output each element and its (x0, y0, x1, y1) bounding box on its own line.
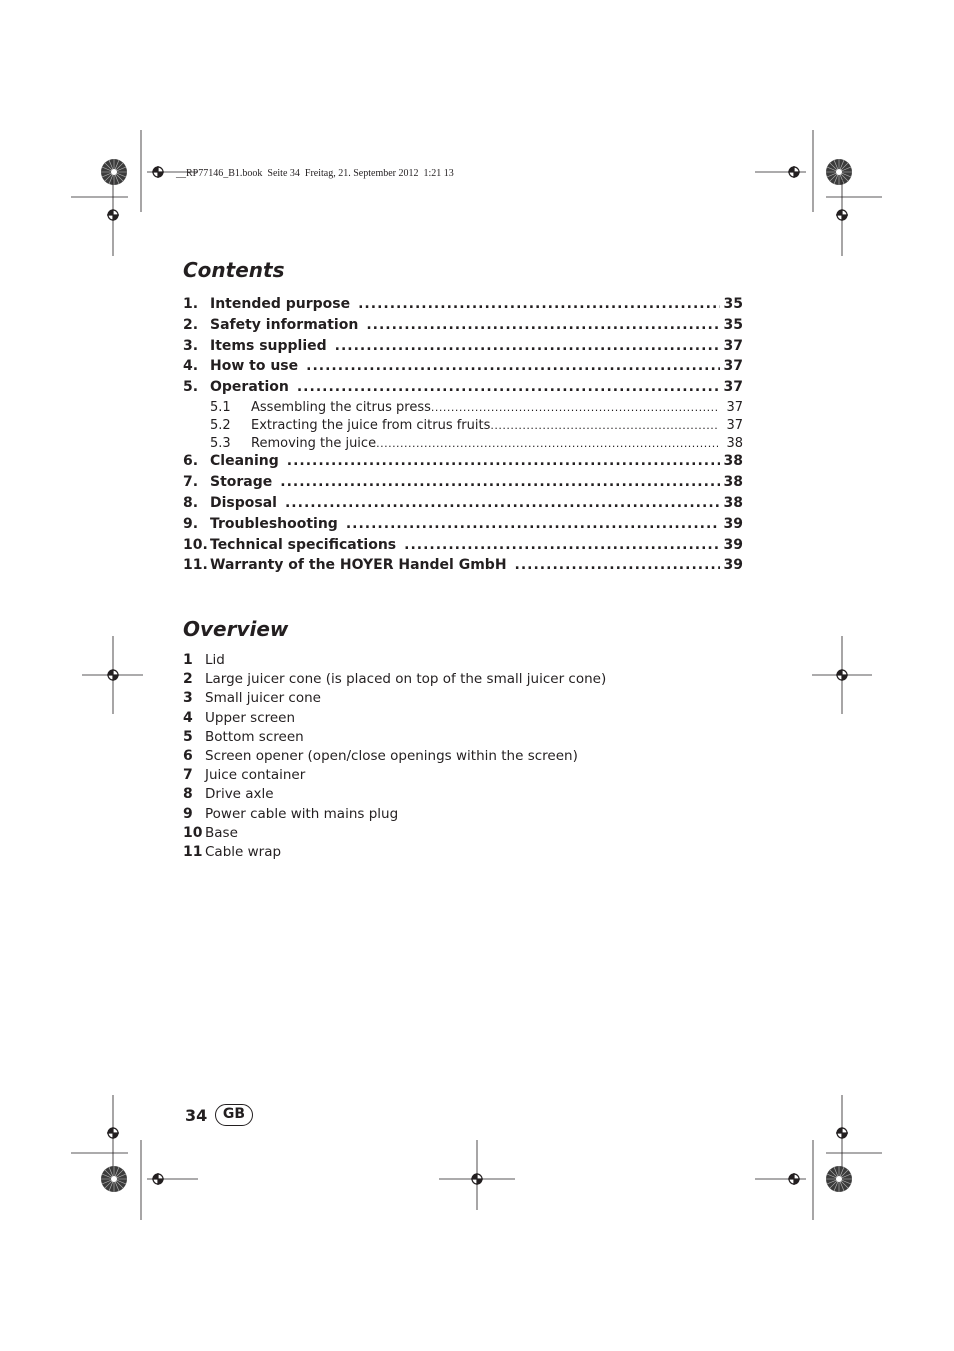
toc-entry-title: Cleaning (210, 453, 279, 470)
item-number: 5 (183, 728, 193, 745)
toc-entry-title: Troubleshooting (210, 515, 338, 532)
toc-entry-title: Intended purpose (210, 296, 351, 312)
toc-entry-number: 1. (183, 296, 199, 312)
toc-entry-number: 10. (183, 536, 208, 553)
item-text: Upper screen (205, 709, 296, 726)
item-text: Base (205, 824, 238, 841)
toc-entry (183, 296, 743, 317)
toc-leader-dots (346, 516, 720, 532)
toc-leader-dots (431, 401, 719, 414)
toc-leader-dots (285, 495, 720, 511)
toc-subentry-number: 5.2 (210, 417, 231, 433)
item-text: Lid (205, 652, 225, 668)
toc-entry-number: 7. (183, 474, 199, 491)
toc-entry-title: Disposal (210, 494, 277, 511)
contents-heading: Contents (183, 258, 285, 282)
toc-entry-page: 39 (723, 557, 743, 574)
toc-subentry-page: 37 (726, 417, 743, 433)
toc-leader-dots (306, 358, 719, 374)
item-text: Small juicer cone (205, 690, 321, 707)
item-number: 10 (183, 824, 203, 841)
toc-entry (183, 516, 743, 537)
list-item (183, 710, 606, 729)
toc-entry (183, 537, 743, 558)
item-text: Screen opener (open/close openings within the screen) (205, 747, 578, 764)
toc-subentry-title: Removing the juice (251, 435, 377, 451)
toc-leader-dots (335, 338, 720, 354)
item-number: 1 (183, 652, 193, 668)
list-item (183, 844, 606, 863)
toc-leader-dots (490, 419, 718, 432)
toc-entry (183, 557, 743, 578)
list-item (183, 652, 606, 671)
toc-entry-title: Safety information (210, 316, 359, 333)
list-item (183, 767, 606, 786)
list-item (183, 786, 606, 805)
toc-entry-page: 39 (723, 536, 743, 553)
toc-entry-number: 9. (183, 515, 199, 532)
toc-entry (183, 474, 743, 495)
page-number: 34 (185, 1106, 208, 1125)
item-number: 3 (183, 690, 193, 707)
toc-entry-page: 35 (723, 296, 743, 312)
item-number: 2 (183, 671, 193, 688)
toc-entry (183, 317, 743, 338)
toc-entry-number: 3. (183, 337, 199, 354)
list-item (183, 825, 606, 844)
toc-leader-dots (404, 537, 719, 553)
item-text: Bottom screen (205, 728, 304, 745)
toc-entry-number: 2. (183, 316, 199, 333)
toc-leader-dots (297, 379, 720, 395)
overview-list (183, 652, 606, 863)
toc-entry (183, 338, 743, 359)
item-text: Cable wrap (205, 843, 282, 860)
toc-entry-title: Technical specifications (210, 536, 397, 553)
item-text: Power cable with mains plug (205, 805, 399, 822)
language-badge: GB (215, 1104, 253, 1126)
toc-subentry-number: 5.1 (210, 399, 231, 415)
toc-entry-page: 37 (723, 358, 743, 375)
toc-leader-dots (515, 557, 720, 573)
toc-entry-title: Items supplied (210, 337, 327, 354)
item-number: 7 (183, 767, 193, 784)
toc-subentry-number: 5.3 (210, 435, 231, 451)
toc-leader-dots (376, 437, 718, 450)
item-number: 8 (183, 786, 193, 803)
list-item (183, 729, 606, 748)
toc-entry-number: 11. (183, 557, 208, 574)
toc-subentry-title: Assembling the citrus press (251, 399, 431, 415)
list-item (183, 690, 606, 709)
item-number: 9 (183, 805, 193, 822)
toc-subentry (183, 400, 743, 418)
toc-entry-number: 6. (183, 453, 199, 470)
toc-entry-number: 8. (183, 494, 199, 511)
toc-subentry-page: 38 (726, 435, 743, 451)
toc-entry-title: Storage (210, 474, 273, 491)
item-number: 6 (183, 747, 193, 764)
toc-entry (183, 358, 743, 379)
toc-entry-title: Warranty of the HOYER Handel GmbH (210, 557, 507, 574)
toc-subentry (183, 436, 743, 454)
print-header-info: __RP77146_B1.book Seite 34 Freitag, 21. September 2012 1:21 13 (176, 168, 454, 179)
list-item (183, 806, 606, 825)
toc-entry-number: 4. (183, 358, 199, 375)
toc-entry-page: 37 (723, 379, 743, 396)
toc-subentry (183, 418, 743, 436)
overview-heading: Overview (183, 617, 289, 641)
toc-entry-page: 35 (723, 316, 743, 333)
toc-entry-number: 5. (183, 379, 199, 396)
toc-entry-page: 39 (723, 515, 743, 532)
toc-leader-dots (280, 474, 719, 490)
toc-entry-page: 37 (723, 337, 743, 354)
item-text: Large juicer cone (is placed on top of the small juicer cone) (205, 671, 607, 688)
toc-entry-page: 38 (723, 453, 743, 470)
table-of-contents (183, 296, 743, 578)
toc-entry (183, 453, 743, 474)
toc-leader-dots (287, 453, 720, 469)
toc-subentry-page: 37 (726, 399, 743, 415)
toc-entry-page: 38 (723, 494, 743, 511)
toc-entry-title: How to use (210, 358, 299, 375)
toc-entry (183, 495, 743, 516)
toc-leader-dots (366, 317, 719, 333)
toc-subentry-title: Extracting the juice from citrus fruits (251, 417, 491, 433)
item-text: Juice container (205, 767, 306, 784)
item-number: 4 (183, 709, 193, 726)
toc-leader-dots (358, 296, 719, 312)
toc-entry (183, 379, 743, 400)
list-item (183, 671, 606, 690)
list-item (183, 748, 606, 767)
item-text: Drive axle (205, 786, 274, 803)
item-number: 11 (183, 843, 203, 860)
toc-entry-title: Operation (210, 379, 289, 396)
toc-entry-page: 38 (723, 474, 743, 491)
